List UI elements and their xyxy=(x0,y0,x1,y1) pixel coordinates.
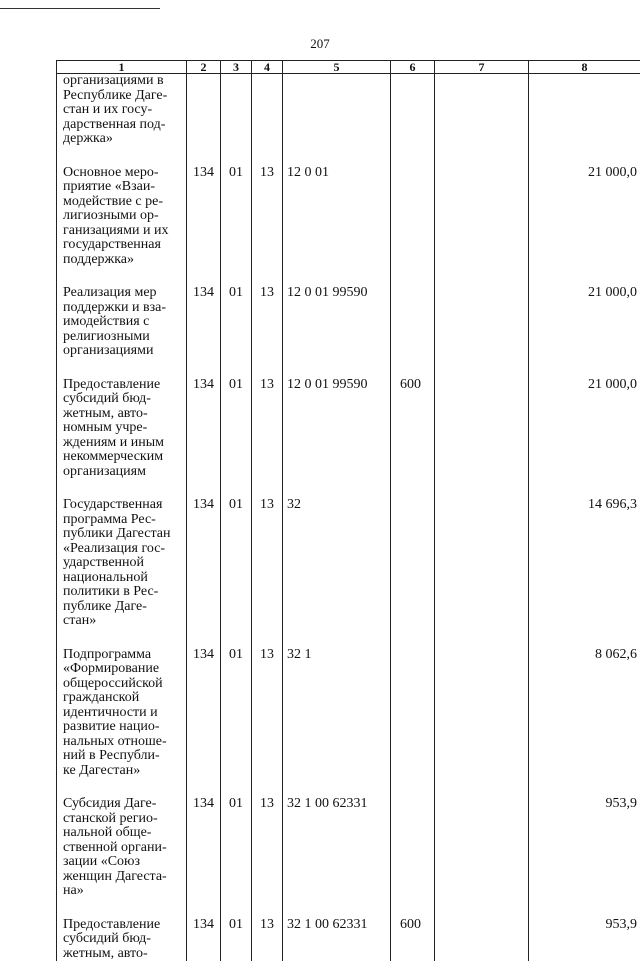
expense-type-code xyxy=(391,166,435,287)
section-code: 01 xyxy=(221,797,252,918)
amount-cell: 21 000,0 xyxy=(529,166,640,287)
target-article-code: 32 1 xyxy=(283,648,391,798)
section-code: 01 xyxy=(221,648,252,798)
ministry-code: 134 xyxy=(187,797,221,918)
table-row xyxy=(57,648,640,798)
amount-cell: 953,9 xyxy=(529,797,640,918)
subsection-code: 13 xyxy=(252,286,283,378)
item-description: Государственная программа Рес- публики Дагестан «Реализация гос- ударственной национальной политики в Рес- публике Даге- стан» xyxy=(57,498,187,648)
header-row xyxy=(57,61,640,74)
expense-type-code xyxy=(391,74,435,166)
header-cell: 6 xyxy=(391,61,435,74)
item-description: Подпрограмма «Формирование общероссийской гражданской идентичности и развитие нацио- нальных отноше- ний в Республи- ке Дагестан» xyxy=(57,648,187,798)
amount-cell xyxy=(529,74,640,166)
item-description: организациями в Республике Даге- стан и их госу- дарственная под- держка» xyxy=(57,74,187,166)
header-cell: 3 xyxy=(221,61,252,74)
column-7-cell xyxy=(435,918,529,961)
expense-type-code: 600 xyxy=(391,378,435,499)
ministry-code: 134 xyxy=(187,498,221,648)
item-description: Основное меро- приятие «Взаи- модействие с ре- лигиозными ор- ганизациями и их государственная поддержка» xyxy=(57,166,187,287)
target-article-code: 12 0 01 99590 xyxy=(283,378,391,499)
expense-type-code xyxy=(391,498,435,648)
page-number: 207 xyxy=(0,36,640,52)
target-article-code: 12 0 01 xyxy=(283,166,391,287)
subsection-code xyxy=(252,74,283,166)
section-code: 01 xyxy=(221,286,252,378)
expense-type-code xyxy=(391,648,435,798)
table-row xyxy=(57,498,640,648)
subsection-code: 13 xyxy=(252,498,283,648)
amount-cell: 953,9 xyxy=(529,918,640,961)
section-code xyxy=(221,74,252,166)
header-cell: 5 xyxy=(283,61,391,74)
amount-cell: 14 696,3 xyxy=(529,498,640,648)
subsection-code: 13 xyxy=(252,378,283,499)
section-code: 01 xyxy=(221,498,252,648)
header-cell: 8 xyxy=(529,61,640,74)
target-article-code xyxy=(283,74,391,166)
column-7-cell xyxy=(435,378,529,499)
subsection-code: 13 xyxy=(252,797,283,918)
header-cell: 4 xyxy=(252,61,283,74)
amount-cell: 21 000,0 xyxy=(529,286,640,378)
target-article-code: 12 0 01 99590 xyxy=(283,286,391,378)
budget-table xyxy=(56,60,640,961)
section-code: 01 xyxy=(221,378,252,499)
column-7-cell xyxy=(435,498,529,648)
item-description: Реализация мер поддержки и вза- имодействия с религиозными организациями xyxy=(57,286,187,378)
ministry-code: 134 xyxy=(187,648,221,798)
ministry-code: 134 xyxy=(187,378,221,499)
subsection-code: 13 xyxy=(252,918,283,961)
target-article-code: 32 1 00 62331 xyxy=(283,918,391,961)
column-7-cell xyxy=(435,286,529,378)
ministry-code: 134 xyxy=(187,286,221,378)
column-7-cell xyxy=(435,797,529,918)
column-7-cell xyxy=(435,648,529,798)
section-code: 01 xyxy=(221,166,252,287)
expense-type-code: 600 xyxy=(391,918,435,961)
expense-type-code xyxy=(391,797,435,918)
table-row xyxy=(57,918,640,961)
table-row xyxy=(57,74,640,166)
table-row xyxy=(57,797,640,918)
ministry-code xyxy=(187,74,221,166)
table-row xyxy=(57,166,640,287)
expense-type-code xyxy=(391,286,435,378)
table-row xyxy=(57,286,640,378)
amount-cell: 8 062,6 xyxy=(529,648,640,798)
table-row xyxy=(57,378,640,499)
subsection-code: 13 xyxy=(252,648,283,798)
header-cell: 2 xyxy=(187,61,221,74)
section-code: 01 xyxy=(221,918,252,961)
column-7-cell xyxy=(435,74,529,166)
item-description: Предоставление субсидий бюд- жетным, авто- xyxy=(57,918,187,961)
target-article-code: 32 1 00 62331 xyxy=(283,797,391,918)
target-article-code: 32 xyxy=(283,498,391,648)
amount-cell: 21 000,0 xyxy=(529,378,640,499)
header-cell: 7 xyxy=(435,61,529,74)
item-description: Субсидия Даге- станской регио- нальной обще- ственной органи- зации «Союз женщин Дагеста- на» xyxy=(57,797,187,918)
ministry-code: 134 xyxy=(187,918,221,961)
column-7-cell xyxy=(435,166,529,287)
top-rule xyxy=(0,8,160,9)
subsection-code: 13 xyxy=(252,166,283,287)
ministry-code: 134 xyxy=(187,166,221,287)
header-cell: 1 xyxy=(57,61,187,74)
item-description: Предоставление субсидий бюд- жетным, авто- номным учре- ждениям и иным некоммерческим организациям xyxy=(57,378,187,499)
